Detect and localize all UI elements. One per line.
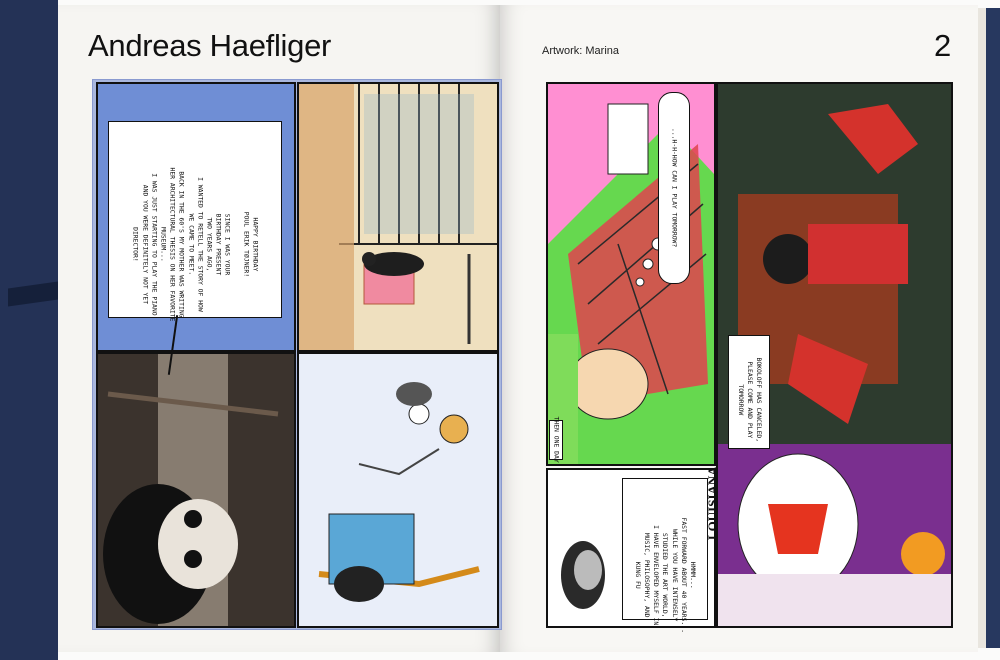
caption-bokoloff (728, 335, 770, 449)
book-cover-edge (0, 0, 58, 660)
speech-bubble-text: HAPPY BIRTHDAY POUL ERIK TØJNER! SINCE I WAS YOUR BIRTHDAY PRESENT TWO YEARS AGO, I WANTED TO RETELL THE STORY OF HOW WE CAME TO MEET. BACK IN THE 60'S MY MOTHER WAS WRITING HER ARCHITECTURAL THESIS ON HER FAVORITE MUSEUM... I WAS JUST STARTING TO PLAY THE PIANO AND YOU WERE DEFINITELY NOT YET DIRECTOR! (131, 167, 260, 322)
sketch-illustration (299, 354, 497, 626)
caption-then-one-day-text: THEN ONE DAY (552, 416, 561, 463)
page-number: 2 (934, 28, 952, 63)
caption-fast-forward (622, 478, 708, 633)
comic-panel-sketch (297, 352, 499, 628)
book-back-edge (978, 8, 1000, 648)
speech-bubble (108, 121, 282, 322)
portrait-illustration (98, 354, 294, 626)
caption-then-one-day (549, 416, 563, 463)
caption-bokoloff-text: BOKOLOFF HAS CANCELED, PLEASE COME AND PLAY TOMORROW (736, 357, 763, 443)
room-illustration (299, 84, 497, 350)
louisiana-sign: LOUISIANA (705, 466, 720, 540)
comic-panel-sleeping (546, 82, 716, 466)
comic-panel-room (297, 82, 499, 352)
thought-bubble-text: ...H-H-HOW CAN I PLAY TOMORROW? (670, 127, 679, 248)
page-title: Andreas Haefliger (88, 28, 332, 63)
comic-panel-portrait (96, 352, 296, 628)
caption-fast-forward-text: HMMM... FAST FORWARD ABOUT 40 YEARS... WHILE YOU HAVE INTENSELY STUDIED THE ART WORLD, I HAVE ENVELOPED MYSELF IN MUSIC, PHILOSOPHY, AND KUNG FU (633, 517, 698, 633)
thought-bubble (658, 92, 690, 284)
artwork-credit: Artwork: Marina (542, 45, 620, 57)
